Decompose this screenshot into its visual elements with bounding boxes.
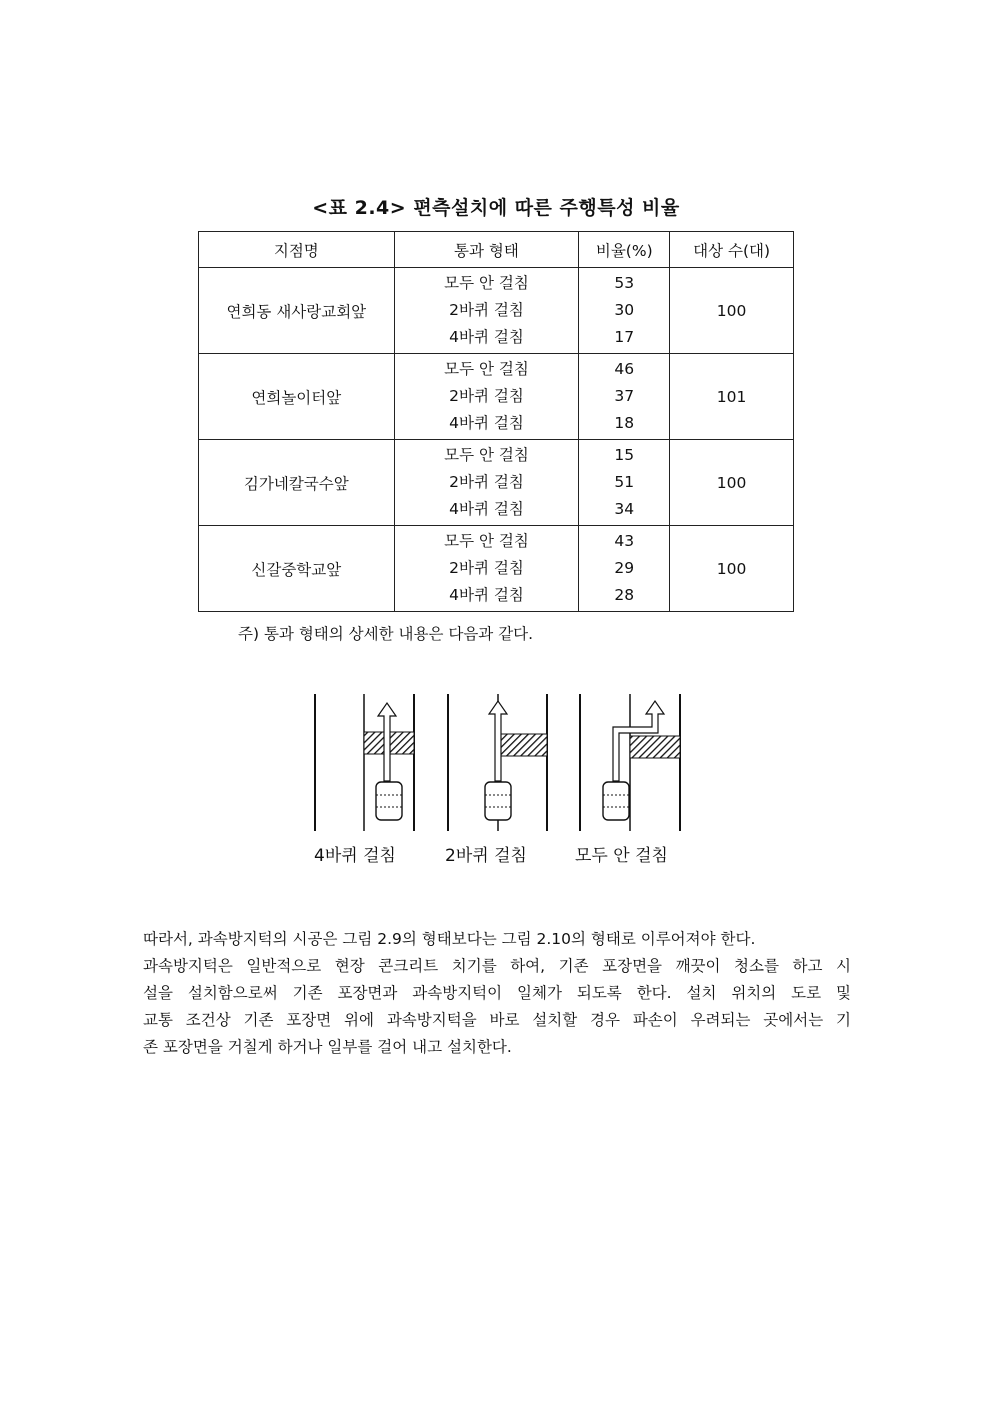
pass-type: 4바퀴 걸침 — [449, 586, 524, 604]
header-count: 대상 수(대) — [670, 232, 794, 268]
pass-type: 모두 안 걸침 — [444, 532, 529, 550]
ratio-value: 53 — [614, 274, 635, 292]
table-row — [199, 526, 794, 612]
four-wheel-panel — [315, 694, 414, 831]
site-name: 김가네칼국수앞 — [199, 440, 395, 526]
pass-type: 2바퀴 걸침 — [449, 387, 524, 405]
site-name: 연희놀이터앞 — [199, 354, 395, 440]
pass-types — [394, 526, 579, 612]
pass-types — [394, 440, 579, 526]
pass-type: 4바퀴 걸침 — [449, 414, 524, 432]
ratio-value: 43 — [614, 532, 635, 550]
ratios — [579, 440, 670, 526]
figure-label-no-wheel: 모두 안 걸침 — [575, 846, 668, 866]
header-site: 지점명 — [199, 232, 395, 268]
vehicle-count: 101 — [670, 354, 794, 440]
paragraph-line: 과속방지턱은 일반적으로 현장 콘크리트 치기를 하여, 기존 포장면을 깨끗이 청소를 하고 시 — [143, 957, 851, 975]
ratios — [579, 354, 670, 440]
header-ratio: 비율(%) — [579, 232, 670, 268]
pass-type: 2바퀴 걸침 — [449, 301, 524, 319]
site-name: 연희동 새사랑교회앞 — [199, 268, 395, 354]
paragraph-line: 존 포장면을 거칠게 하거나 일부를 걸어 내고 설치한다. — [143, 1038, 512, 1056]
table-header-row — [199, 232, 794, 268]
ratio-value: 34 — [614, 500, 635, 518]
pass-type: 모두 안 걸침 — [444, 274, 529, 292]
ratio-value: 18 — [614, 414, 635, 432]
pass-type: 4바퀴 걸침 — [449, 328, 524, 346]
tire-icon — [485, 782, 511, 820]
site-name: 신갈중학교앞 — [199, 526, 395, 612]
ratio-value: 51 — [614, 473, 635, 491]
header-pass-type: 통과 형태 — [394, 232, 579, 268]
tire-icon — [376, 782, 402, 820]
vehicle-count: 100 — [670, 440, 794, 526]
body-paragraph — [143, 926, 851, 1061]
ratio-value: 17 — [614, 328, 635, 346]
speed-bump-icon — [498, 734, 547, 756]
pass-type: 모두 안 걸침 — [444, 360, 529, 378]
pass-type: 2바퀴 걸침 — [449, 473, 524, 491]
ratios — [579, 526, 670, 612]
table-caption: <표 2.4> 편측설치에 따른 주행특성 비율 — [312, 197, 680, 219]
paragraph-line: 설을 설치함으로써 기존 포장면과 과속방지턱이 일체가 되도록 한다. 설치 위치의 도로 및 — [143, 984, 851, 1002]
vehicle-count: 100 — [670, 526, 794, 612]
pass-types — [394, 268, 579, 354]
ratio-value: 29 — [614, 559, 635, 577]
ratio-value: 46 — [614, 360, 635, 378]
pass-type: 2바퀴 걸침 — [449, 559, 524, 577]
paragraph-line: 교통 조건상 기존 포장면 위에 과속방지턱을 바로 설치할 경우 파손이 우려되는 곳에서는 기 — [143, 1011, 851, 1029]
pass-types — [394, 354, 579, 440]
two-wheel-panel — [448, 694, 547, 831]
table-row — [199, 268, 794, 354]
driving-characteristics-table — [198, 231, 794, 612]
table-row — [199, 440, 794, 526]
paragraph-line: 따라서, 과속방지턱의 시공은 그림 2.9의 형태보다는 그림 2.10의 형태로 이루어져야 한다. — [143, 930, 756, 948]
ratio-value: 15 — [614, 446, 635, 464]
speed-bump-icon — [630, 736, 680, 758]
table-note: 주) 통과 형태의 상세한 내용은 다음과 같다. — [238, 625, 534, 643]
pass-type: 모두 안 걸침 — [444, 446, 529, 464]
ratio-value: 28 — [614, 586, 635, 604]
ratio-value: 30 — [614, 301, 635, 319]
tire-icon — [603, 782, 629, 820]
ratio-value: 37 — [614, 387, 635, 405]
table-row — [199, 354, 794, 440]
figure-label-four-wheel: 4바퀴 걸침 — [314, 846, 396, 866]
figure-label-two-wheel: 2바퀴 걸침 — [445, 846, 527, 866]
ratios — [579, 268, 670, 354]
vehicle-count: 100 — [670, 268, 794, 354]
pass-type: 4바퀴 걸침 — [449, 500, 524, 518]
no-wheel-panel — [580, 694, 680, 831]
